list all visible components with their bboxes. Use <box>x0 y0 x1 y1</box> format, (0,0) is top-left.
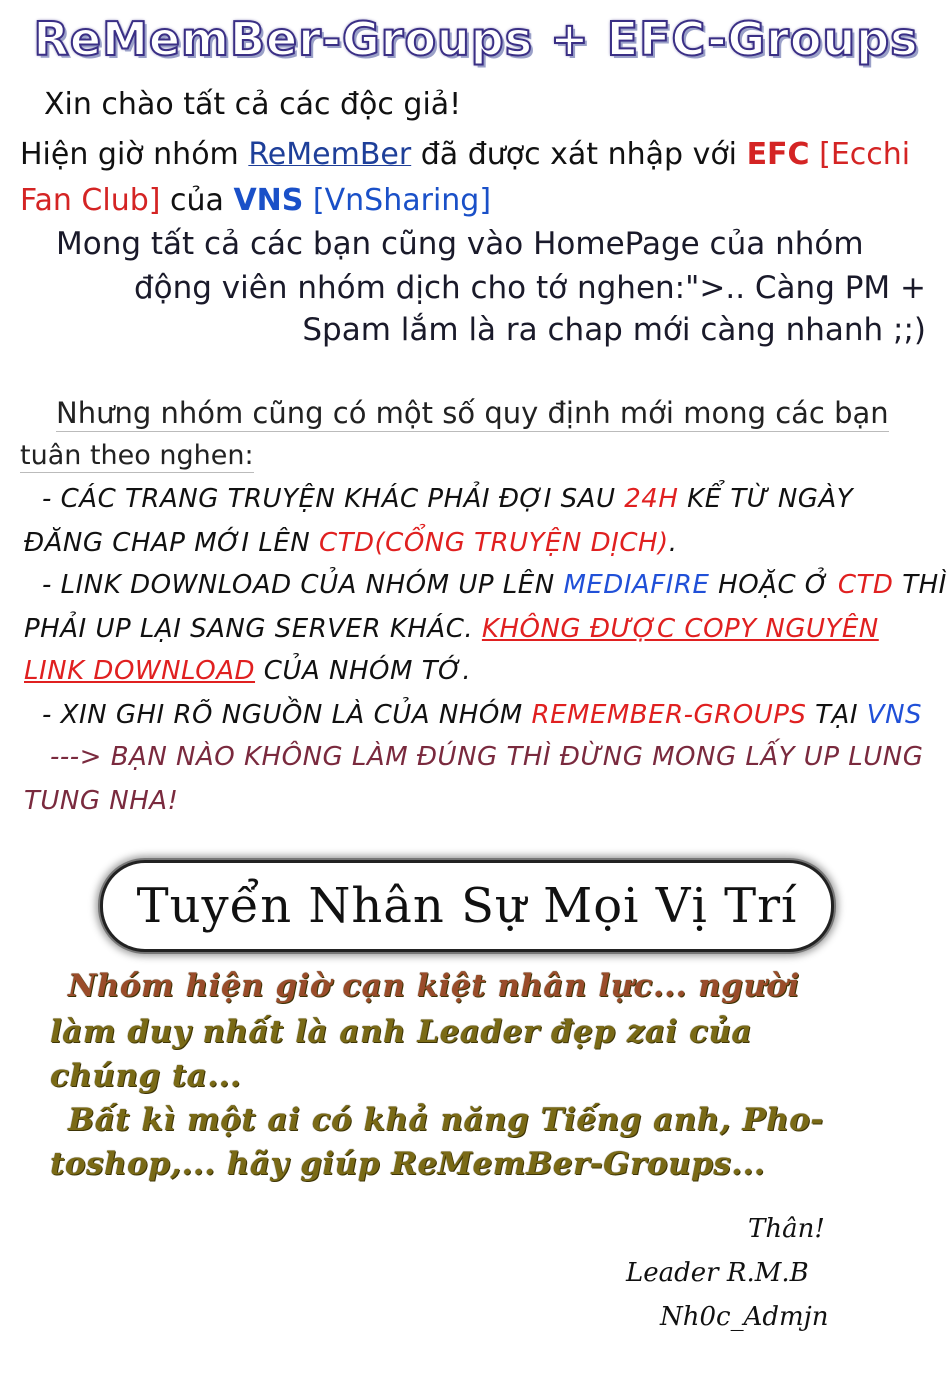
signature-greeting: Thân! <box>748 1214 825 1244</box>
rule-1-line-2 <box>24 528 677 559</box>
recruitment-banner <box>100 860 834 952</box>
page-title: ReMemBer-Groups + EFC-Groups <box>33 12 919 66</box>
rule-2-reupload: PHẢI UP LẠI SANG SERVER KHÁC. <box>24 614 482 644</box>
rule-3-line-1 <box>42 700 922 731</box>
efc-brand: EFC <box>746 137 810 172</box>
efc-full-name-end: Fan Club] <box>20 183 161 218</box>
rules-intro-line-2: tuân theo nghen: <box>20 440 254 473</box>
rule-2-mediafire: MEDIAFIRE <box>563 570 710 600</box>
recruit-line-5: toshop,... hãy giúp ReMemBer-Groups... <box>50 1146 766 1182</box>
rule-2-of-group: CỦA NHÓM TỚ. <box>255 656 472 686</box>
rule-3-vns: VNS <box>866 700 923 730</box>
merge-of: của <box>160 183 234 218</box>
signature-role: Leader R.M.B <box>626 1258 809 1288</box>
rule-2-link-download: LINK DOWNLOAD <box>24 656 256 686</box>
warning-arrow: ---> <box>50 742 111 772</box>
rule-2-line-3 <box>24 656 471 687</box>
vns-brand: VNS <box>233 183 304 218</box>
rule-3-group: REMEMBER-GROUPS <box>531 700 807 730</box>
rule-2-line-2 <box>24 614 879 645</box>
rule-3-at: TẠI <box>806 700 867 730</box>
rule-1-ctd: CTD(CỔNG TRUYỆN DỊCH) <box>318 528 669 558</box>
warning-line-1 <box>50 742 923 773</box>
warning-text: BẠN NÀO KHÔNG LÀM ĐÚNG THÌ ĐỪNG MONG LẤY UP LUNG <box>110 742 924 772</box>
rule-1-line-1 <box>42 484 853 515</box>
recruit-line-1: Nhóm hiện giờ cạn kiệt nhân lực... người <box>68 968 800 1004</box>
rule-2-line-1 <box>42 570 947 601</box>
rule-2-or: HOẶC Ở <box>709 570 838 600</box>
rule-2-then: THÌ <box>893 570 947 600</box>
rule-2-text: - LINK DOWNLOAD CỦA NHÓM UP LÊN <box>42 570 564 600</box>
efc-full-name-start: [Ecchi <box>809 137 911 172</box>
homepage-line-3: Spam lắm là ra chap mới càng nhanh ;;) <box>302 312 926 348</box>
recruit-line-3: chúng ta... <box>50 1058 242 1094</box>
recruitment-banner-text: Tuyển Nhân Sự Mọi Vị Trí <box>136 878 798 934</box>
warning-line-2: TUNG NHA! <box>24 786 179 816</box>
vns-full-name: [VnSharing] <box>303 183 492 218</box>
recruit-line-4: Bất kì một ai có khả năng Tiếng anh, Pho- <box>68 1102 824 1138</box>
rule-2-no-copy: KHÔNG ĐƯỢC COPY NGUYÊN <box>481 614 879 644</box>
remember-brand: ReMemBer <box>248 137 412 172</box>
merge-prefix: Hiện giờ nhóm <box>20 137 249 172</box>
merge-line-1 <box>20 138 910 173</box>
greeting: Xin chào tất cả các độc giả! <box>44 87 462 122</box>
rule-1-hours: 24H <box>624 484 679 514</box>
recruit-line-2: làm duy nhất là anh Leader đẹp zai của <box>50 1014 753 1050</box>
merge-line-2 <box>20 184 491 219</box>
rule-1-text: - CÁC TRANG TRUYỆN KHÁC PHẢI ĐỢI SAU <box>42 484 625 514</box>
rules-intro-line-1: Nhưng nhóm cũng có một số quy định mới mong các bạn <box>56 396 889 430</box>
homepage-line-1: Mong tất cả các bạn cũng vào HomePage của nhóm <box>56 226 864 262</box>
signature-name: Nh0c_Admjn <box>660 1302 829 1332</box>
merge-mid: đã được xát nhập với <box>411 137 747 172</box>
rule-1-cont: ĐĂNG CHAP MỚI LÊN <box>24 528 319 558</box>
rule-2-ctd: CTD <box>837 570 894 600</box>
rule-1-period: . <box>668 528 678 558</box>
rule-3-text: - XIN GHI RÕ NGUỒN LÀ CỦA NHÓM <box>42 700 532 730</box>
rule-1-text-end: KỂ TỪ NGÀY <box>678 484 854 514</box>
homepage-line-2: động viên nhóm dịch cho tớ nghen:">.. Càng PM + <box>133 270 926 306</box>
